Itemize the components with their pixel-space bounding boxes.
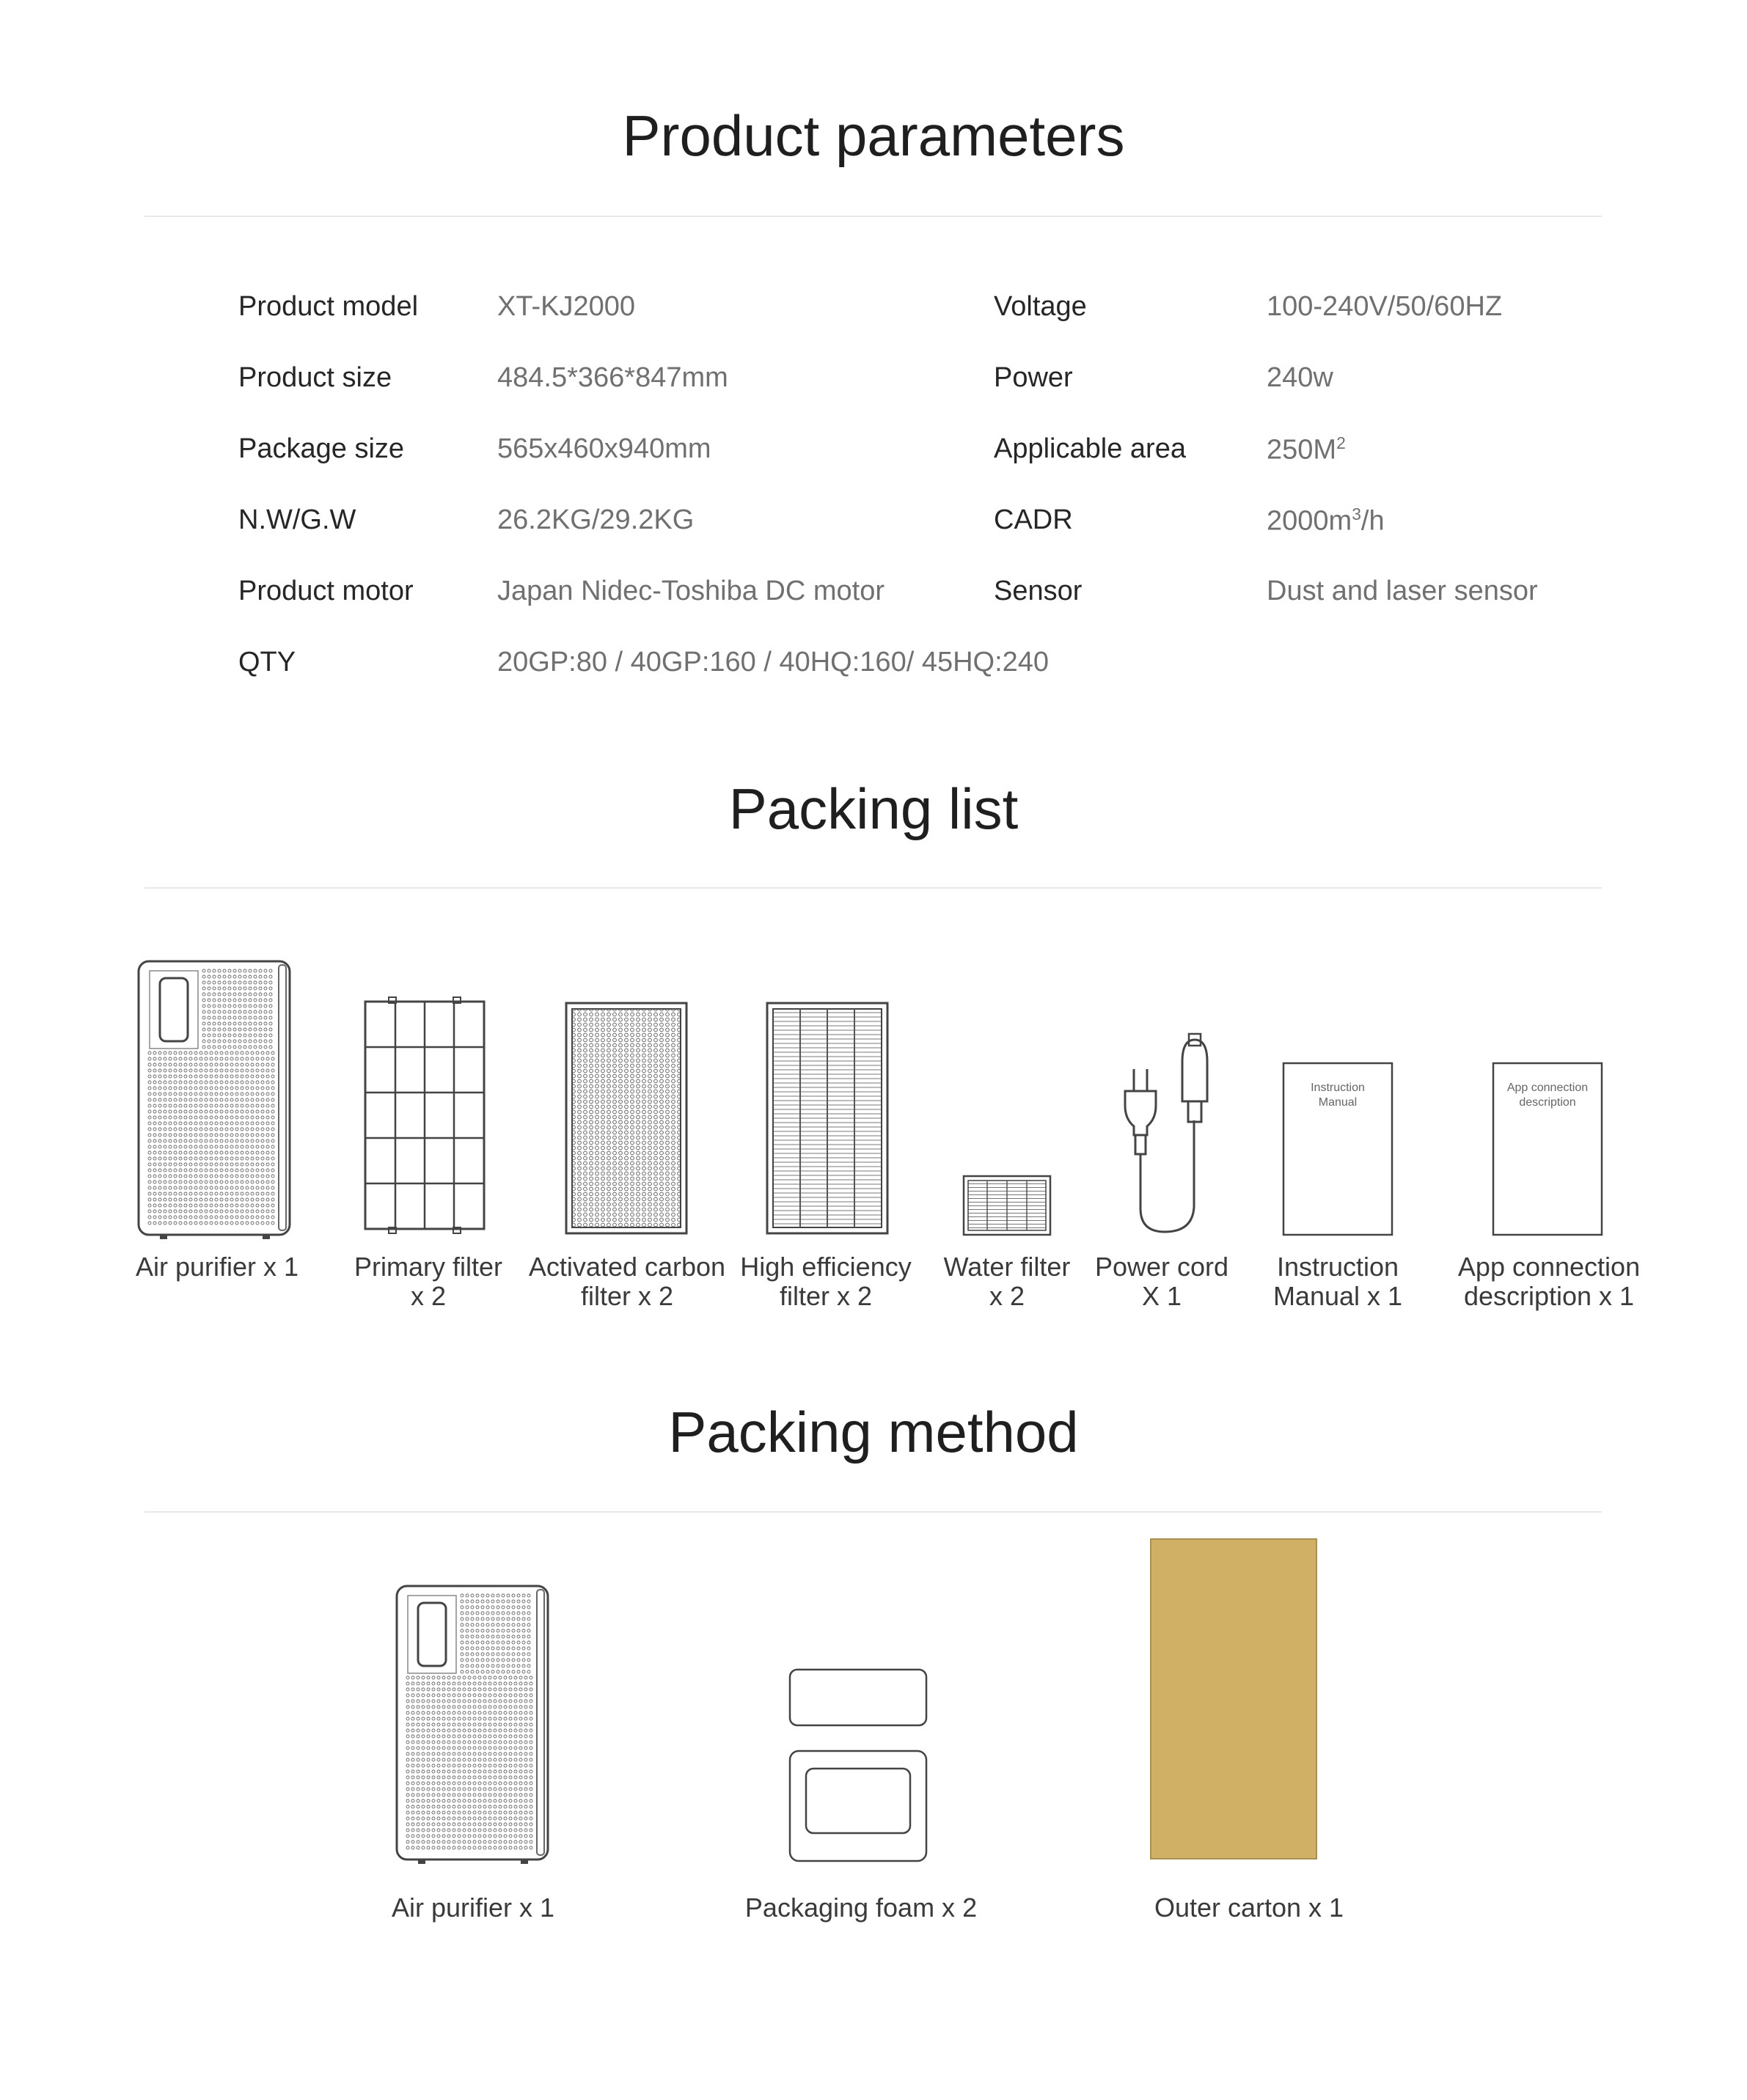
manual-cover-line2: Manual xyxy=(1318,1096,1358,1109)
caption-line2: x 2 xyxy=(989,1281,1025,1311)
method-item-caption: Air purifier x 1 xyxy=(391,1892,555,1923)
spec-label: N.W/G.W xyxy=(238,504,356,535)
caption-line2: Manual x 1 xyxy=(1272,1281,1403,1311)
packing-list-title: Packing list xyxy=(728,777,1019,841)
app-cover-line2: description xyxy=(1519,1096,1576,1109)
spec-label: Sensor xyxy=(994,576,1083,606)
packing-method-title: Packing method xyxy=(668,1400,1079,1464)
spec-label: Product size xyxy=(238,362,392,393)
list-item xyxy=(1458,1252,1640,1311)
caption-line2: description x 1 xyxy=(1463,1281,1635,1311)
spec-value: Japan Nidec-Toshiba DC motor xyxy=(497,576,885,606)
spec-value: XT-KJ2000 xyxy=(497,291,635,322)
spec-label: Power xyxy=(994,362,1073,393)
spec-value: 100-240V/50/60HZ xyxy=(1267,291,1503,322)
foam-icon xyxy=(788,1667,929,1864)
parameters-title: Product parameters xyxy=(622,103,1125,168)
hepa-filter-icon xyxy=(766,1002,889,1235)
spec-label: QTY xyxy=(238,647,296,678)
method-item-caption: Outer carton x 1 xyxy=(1154,1892,1344,1923)
caption-line1: Water filter xyxy=(943,1252,1071,1282)
divider xyxy=(144,1511,1602,1513)
spec-value: 484.5*366*847mm xyxy=(497,362,728,393)
caption-line2: x 2 xyxy=(410,1281,447,1311)
caption-line1: Power cord xyxy=(1094,1252,1229,1282)
caption-line1: Primary filter xyxy=(354,1252,503,1282)
primary-filter-icon xyxy=(362,996,487,1235)
spec-label: Product motor xyxy=(238,576,414,606)
list-item xyxy=(1095,1252,1228,1311)
caption-line1: App connection xyxy=(1457,1252,1641,1282)
divider xyxy=(144,216,1602,217)
air-purifier-icon xyxy=(395,1584,552,1865)
caption-line1: Activated carbon xyxy=(528,1252,726,1282)
list-item xyxy=(740,1252,911,1311)
caption-line1: High efficiency xyxy=(740,1252,912,1282)
carbon-filter-icon xyxy=(565,1002,688,1235)
caption-line2: filter x 2 xyxy=(580,1281,674,1311)
spec-label: Applicable area xyxy=(994,433,1186,464)
divider xyxy=(144,887,1602,889)
list-item xyxy=(354,1252,502,1311)
list-item xyxy=(944,1252,1071,1311)
power-cord-icon xyxy=(1121,1032,1226,1241)
water-filter-icon xyxy=(962,1175,1052,1236)
spec-value: $250M^2$ xyxy=(1267,433,1346,466)
spec-label: Product model xyxy=(238,291,419,322)
spec-value: 26.2KG/29.2KG xyxy=(497,504,695,535)
app-cover-line1: App connection xyxy=(1506,1082,1589,1094)
spec-label: Voltage xyxy=(994,291,1087,322)
spec-value: $2000m^3/h$ xyxy=(1267,504,1385,537)
caption-line2: X 1 xyxy=(1141,1281,1182,1311)
spec-value: 20GP:80 / 40GP:160 / 40HQ:160/ 45HQ:240 xyxy=(497,647,1050,678)
list-item xyxy=(529,1252,725,1311)
app-description-icon xyxy=(1492,1062,1603,1236)
spec-label: CADR xyxy=(994,504,1073,535)
carton-icon xyxy=(1150,1538,1317,1859)
caption-line1: Air purifier x 1 xyxy=(135,1252,299,1282)
list-item xyxy=(136,1252,299,1282)
caption-line2: filter x 2 xyxy=(779,1281,873,1311)
caption-line1: Instruction xyxy=(1276,1252,1399,1282)
spec-label: Package size xyxy=(238,433,405,464)
spec-value: Dust and laser sensor xyxy=(1267,576,1538,606)
manual-icon xyxy=(1282,1062,1393,1236)
air-purifier-icon xyxy=(136,959,293,1241)
spec-value: 565x460x940mm xyxy=(497,433,711,464)
list-item xyxy=(1273,1252,1402,1311)
method-item-caption: Packaging foam x 2 xyxy=(744,1892,978,1923)
spec-value: 240w xyxy=(1267,362,1333,393)
manual-cover-line1: Instruction xyxy=(1311,1082,1365,1094)
